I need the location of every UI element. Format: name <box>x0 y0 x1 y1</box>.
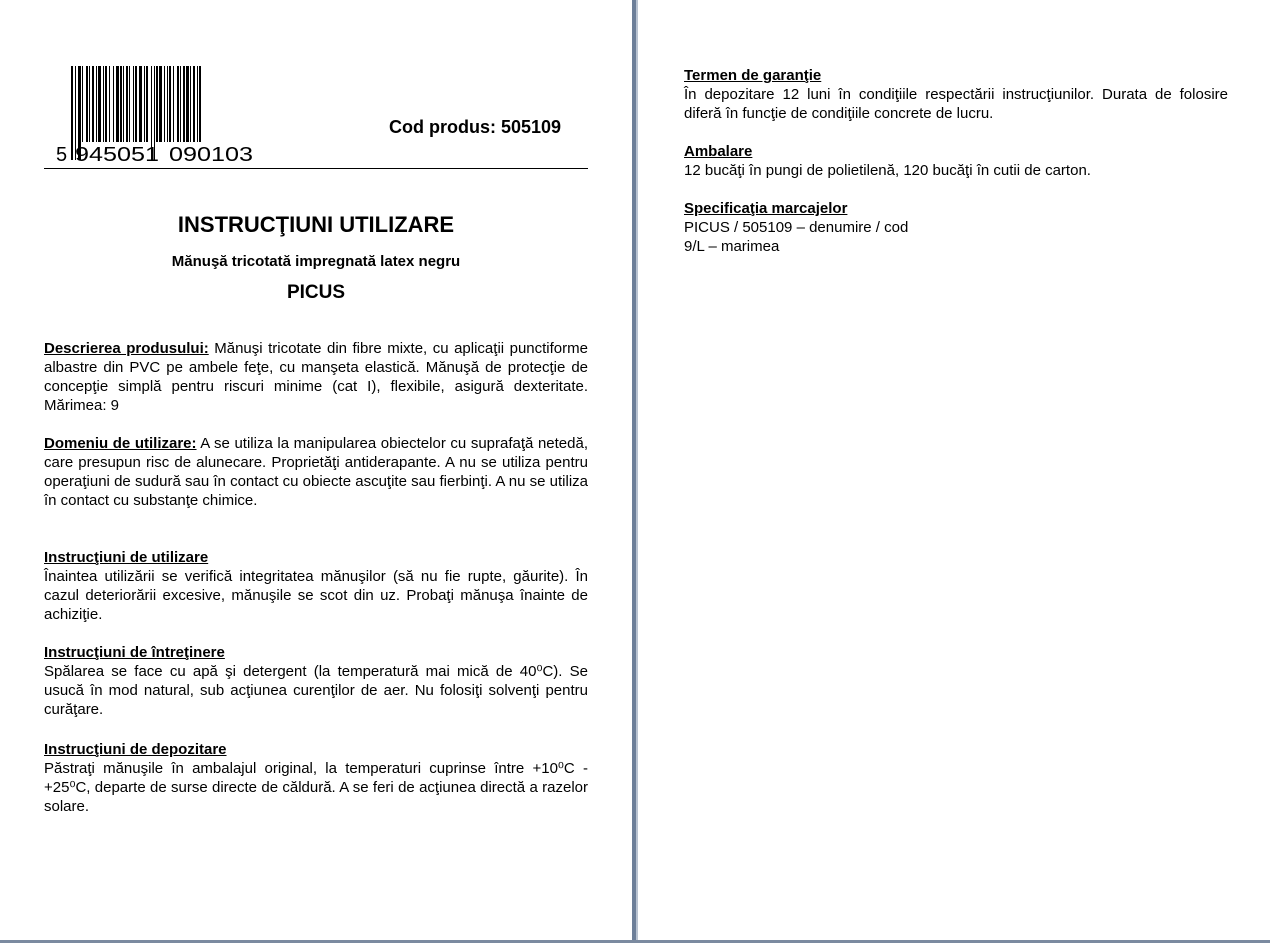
barcode-bar <box>177 66 179 142</box>
barcode-bar <box>164 66 165 142</box>
barcode-bar <box>146 66 148 142</box>
barcode-bar <box>139 66 142 142</box>
barcode-bar <box>123 66 124 142</box>
barcode-bar <box>135 66 137 142</box>
barcode-bar <box>144 66 145 142</box>
product-code: Cod produs: 505109 <box>389 117 562 137</box>
barcode-bar <box>197 66 198 142</box>
brand-name: PICUS <box>286 282 346 303</box>
barcode-bar <box>103 66 104 142</box>
barcode-bar <box>98 66 101 142</box>
barcode-bar <box>82 66 83 142</box>
section-markings <box>684 199 1228 256</box>
barcode-bar <box>116 66 119 142</box>
section-heading: Instrucţiuni de întreţinere <box>44 644 225 661</box>
barcode <box>55 66 267 164</box>
barcode-left-digits: 945051 <box>75 144 159 164</box>
barcode-bar <box>89 66 90 142</box>
section-text: Păstraţi mănuşile în ambalajul original, la temperaturi cuprinse între +10⁰C - +25⁰C, departe de surse directe de căldură. A se feri de acţiunea directă a razelor solare. <box>44 760 588 815</box>
section-usage-instructions <box>44 548 588 624</box>
barcode-first-digit: 5 <box>56 144 68 164</box>
barcode-bar <box>180 66 181 142</box>
marking-line-size: 9/L – marimea <box>684 238 780 255</box>
section-maintenance <box>44 643 588 719</box>
barcode-bar <box>159 66 162 142</box>
product-name: Mănuşă tricotată impregnată latex negru <box>171 253 461 270</box>
barcode-graphic <box>55 66 267 164</box>
barcode-bar <box>126 66 128 142</box>
barcode-bar <box>169 66 171 142</box>
barcode-bar <box>71 66 73 160</box>
barcode-bar <box>156 66 158 142</box>
marking-line-name-code: PICUS / 505109 – denumire / cod <box>684 219 909 236</box>
section-usage-domain <box>44 434 588 510</box>
section-heading: Domeniu de utilizare: <box>44 435 197 452</box>
barcode-bar <box>183 66 185 142</box>
barcode-bar <box>105 66 107 142</box>
section-text: A se utiliza la manipularea obiectelor cu suprafaţă netedă, care presupun risc de alunecare. Proprietăţi antiderapante. A nu se utiliza pentru operaţiuni de sudură sau în contact cu obiecte ascuţite sau fierbinţi. A nu se utiliza în contact cu substanţe chimice. <box>44 435 588 509</box>
section-heading: Termen de garanţie <box>684 67 822 84</box>
barcode-bar <box>96 66 97 142</box>
document-title: INSTRUCŢIUNI UTILIZARE <box>177 212 455 237</box>
section-heading: Ambalare <box>684 143 753 160</box>
section-storage <box>44 740 588 816</box>
section-text: Mănuşi tricotate din fibre mixte, cu aplicaţii punctiforme albastre din PVC pe ambele feţe, cu manşeta elastică. Mănuşă de protecţie de concepţie simplă pentru riscuri minime (cat I), flexibile, asigură dexteritate. Mărimea: 9 <box>44 340 588 414</box>
barcode-bar <box>173 66 174 142</box>
barcode-bar <box>199 66 201 142</box>
barcode-bar <box>120 66 122 142</box>
section-description <box>44 339 588 415</box>
barcode-bar <box>92 66 94 142</box>
section-heading: Specificaţia marcajelor <box>684 200 848 217</box>
section-warranty <box>684 66 1228 123</box>
barcode-bar <box>109 66 110 142</box>
barcode-bar <box>190 66 191 142</box>
section-heading: Instrucţiuni de utilizare <box>44 549 209 566</box>
barcode-bar <box>193 66 195 142</box>
section-text: Spălarea se face cu apă şi detergent (la temperatură mai mică de 40⁰C). Se usucă în mod natural, sub acţiunea curenţilor de aer. Nu folosiţi solvenţi pentru curăţare. <box>44 663 588 718</box>
page-left <box>0 0 632 943</box>
barcode-bar <box>186 66 189 142</box>
barcode-right-digits: 090103 <box>169 144 253 164</box>
barcode-bar <box>167 66 168 142</box>
barcode-bar <box>129 66 130 142</box>
header-divider <box>44 168 588 169</box>
section-text: Înaintea utilizării se verifică integritatea mănuşilor (să nu fie rupte, găurite). În cazul deteriorării excesive, mănuşile se scot din uz. Probaţi mănuşa înainte de achiziţie. <box>44 568 588 623</box>
section-text: În depozitare 12 luni în condiţiile respectării instrucţiunilor. Durata de folosire diferă în funcţie de condiţiile concrete de lucru. <box>684 86 1228 122</box>
barcode-bar <box>113 66 114 142</box>
section-packaging <box>684 142 1228 180</box>
barcode-bar <box>133 66 134 142</box>
section-heading: Descrierea produsului: <box>44 340 209 357</box>
section-heading: Instrucţiuni de depozitare <box>44 741 227 758</box>
section-text: 12 bucăţi în pungi de polietilenă, 120 bucăţi în cutii de carton. <box>684 162 1091 179</box>
barcode-bar <box>86 66 88 142</box>
